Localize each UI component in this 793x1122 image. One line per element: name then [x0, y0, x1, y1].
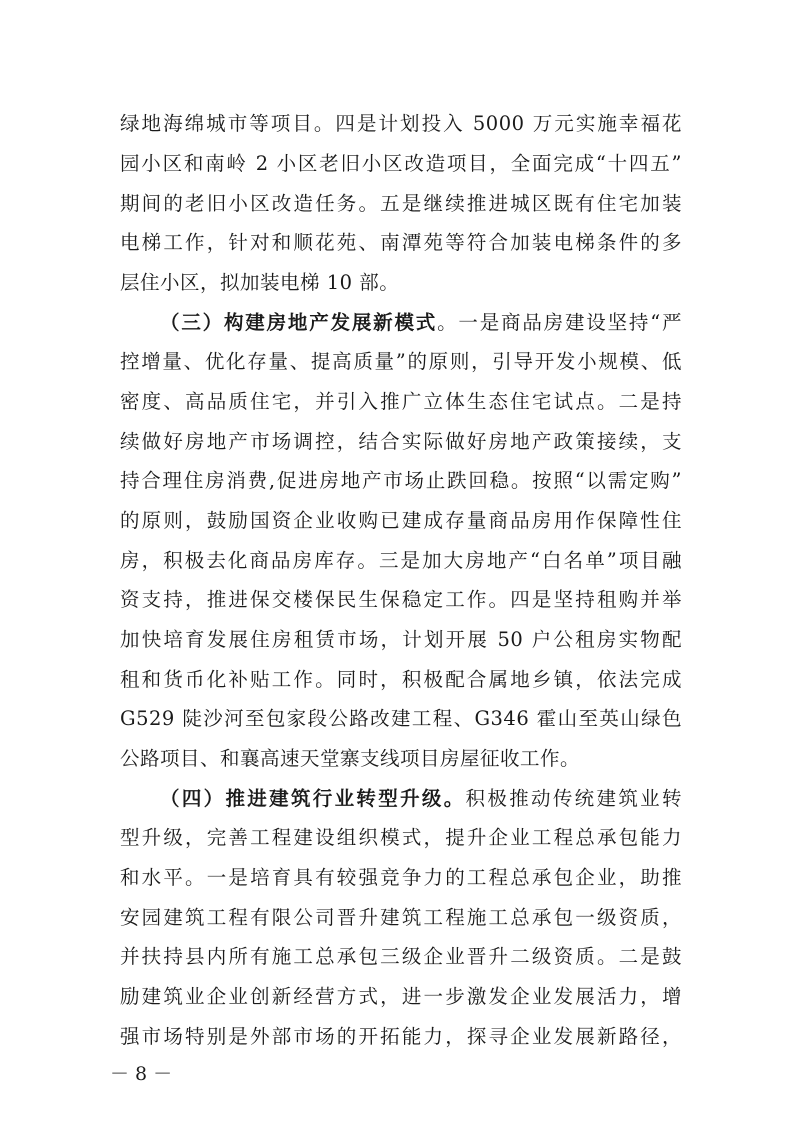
paragraph-heading-line — [120, 787, 682, 811]
text-line: 持合理住房消费,促进房地产市场止跌回稳。按照“以需定购” — [120, 469, 682, 492]
text-line: 并扶持县内所有施工总承包三级企业晋升二级资质。二是鼓 — [120, 945, 682, 968]
text-line: 的原则，鼓励国资企业收购已建成存量商品房用作保障性住 — [120, 509, 682, 532]
text-line: 控增量、优化存量、提高质量”的原则，引导开发小规模、低 — [120, 350, 682, 373]
text-line: 租和货币化补贴工作。同时，积极配合属地乡镇，依法完成 — [120, 668, 682, 691]
text-line: 园小区和南岭 2 小区老旧小区改造项目，全面完成“十四五” — [120, 152, 682, 175]
text-line: 续做好房地产市场调控，结合实际做好房地产政策接续，支 — [120, 430, 682, 453]
paragraph-heading-line — [120, 311, 682, 335]
section-heading: （三）构建房地产发展新模式 — [160, 311, 438, 334]
text-line: 励建筑业企业创新经营方式，进一步激发企业发展活力，增 — [120, 985, 682, 1008]
heading-continuation: 。一是商品房建设坚持“严 — [437, 311, 682, 334]
text-line: 强市场特别是外部市场的开拓能力，探寻企业发展新路径， — [120, 1025, 682, 1048]
text-line: 资支持，推进保交楼保民生保稳定工作。四是坚持租购并举 — [120, 588, 682, 611]
text-line: 密度、高品质住宅，并引入推广立体生态住宅试点。二是持 — [120, 390, 682, 413]
text-line: 层住小区，拟加装电梯 10 部。 — [120, 271, 400, 294]
text-line: 安园建筑工程有限公司晋升建筑工程施工总承包一级资质， — [120, 906, 682, 929]
text-line: 公路项目、和襄高速天堂寨支线项目房屋征收工作。 — [120, 747, 581, 770]
section-heading: （四）推进建筑行业转型升级。 — [160, 787, 466, 810]
heading-continuation: 积极推动传统建筑业转 — [465, 787, 682, 810]
text-line: 加快培育发展住房租赁市场，计划开展 50 户公租房实物配 — [120, 628, 682, 651]
text-line: 房，积极去化商品房库存。三是加大房地产“白名单”项目融 — [120, 549, 682, 572]
text-line: 电梯工作，针对和顺花苑、南潭苑等符合加装电梯条件的多 — [120, 231, 682, 254]
text-line: 型升级，完善工程建设组织模式，提升企业工程总承包能力 — [120, 826, 682, 849]
page-number: － 8 － — [110, 1063, 173, 1085]
text-line: 和水平。一是培育具有较强竞争力的工程总承包企业，助推 — [120, 866, 682, 889]
text-line: 期间的老旧小区改造任务。五是继续推进城区既有住宅加装 — [120, 192, 682, 215]
text-line: G529 陡沙河至包家段公路改建工程、G346 霍山至英山绿色 — [120, 707, 682, 730]
text-line: 绿地海绵城市等项目。四是计划投入 5000 万元实施幸福花 — [120, 112, 682, 135]
